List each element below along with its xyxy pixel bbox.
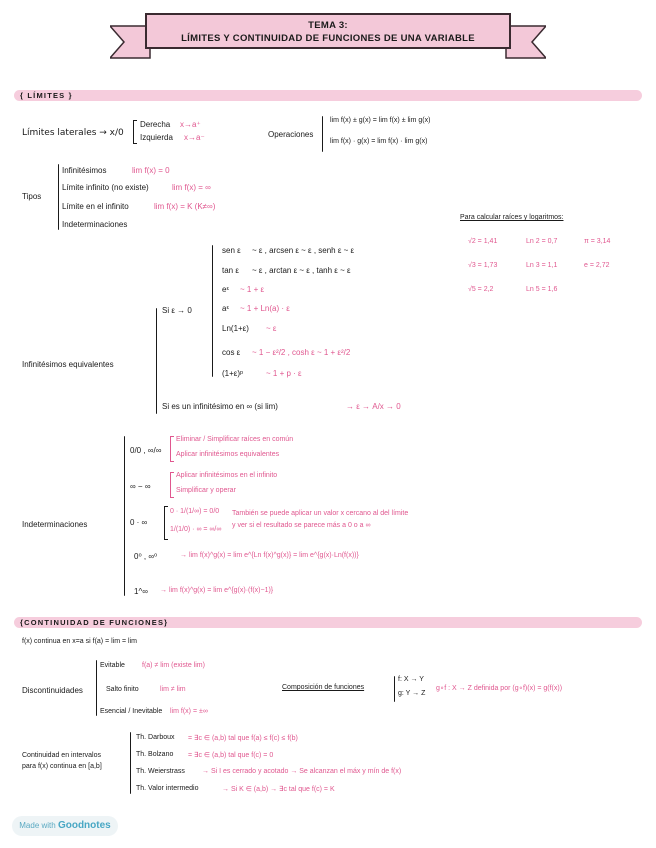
disc-item-name: Esencial / Inevitable bbox=[100, 708, 163, 715]
equiv-rhs: ~ ε , arctan ε ~ ε , tanh ε ~ ε bbox=[252, 266, 351, 275]
teorema-expr: → Si I es cerrado y acotado → Se alcanzan el máx y mín de f(x) bbox=[202, 768, 402, 775]
disc-item-expr: lim ≠ lim bbox=[160, 686, 186, 693]
composicion-expr: g∘f : X → Z definida por (g∘f)(x) = g(f(x)) bbox=[436, 685, 563, 692]
raiz-value: √3 = 1,73 bbox=[468, 262, 498, 269]
discontinuidades-label: Discontinuidades bbox=[22, 686, 83, 695]
section-bar-limites bbox=[14, 90, 642, 101]
tipos-item-name: Indeterminaciones bbox=[62, 220, 128, 229]
const-value: e = 2,72 bbox=[584, 262, 610, 269]
indet-rhs-1: 0 · 1/(1/∞) = 0/0 bbox=[170, 508, 220, 515]
equiv-rhs: ~ ε bbox=[266, 324, 277, 333]
izquierda-value: x→a⁻ bbox=[184, 133, 205, 142]
indet-lhs: 0 · ∞ bbox=[130, 518, 148, 527]
goodnotes-badge[interactable] bbox=[12, 816, 118, 836]
equiv-lhs: aᵋ bbox=[222, 304, 229, 313]
log-value: Ln 3 = 1,1 bbox=[526, 262, 558, 269]
bracket bbox=[164, 506, 168, 540]
disc-item-name: Evitable bbox=[100, 662, 125, 669]
izquierda-label: Izquierda bbox=[140, 133, 173, 142]
indet-lhs: 0/0 , ∞/∞ bbox=[130, 446, 162, 455]
tipos-item-name: Infinitésimos bbox=[62, 166, 107, 175]
indet-lhs: 0⁰ , ∞⁰ bbox=[134, 552, 158, 561]
equiv-lhs: Ln(1+ε) bbox=[222, 324, 249, 333]
brace bbox=[212, 245, 213, 377]
equiv-lhs: tan ε bbox=[222, 266, 239, 275]
raiz-value: √2 = 1,41 bbox=[468, 238, 498, 245]
raiz-value: √5 = 2,2 bbox=[468, 286, 494, 293]
equiv-rhs: ~ 1 + p · ε bbox=[266, 369, 302, 378]
continuidad-definicion: f(x) continua en x=a si f(a) = lim = lim bbox=[22, 638, 137, 645]
brace bbox=[156, 308, 157, 414]
brace bbox=[394, 676, 395, 702]
title-line-2: LÍMITES Y CONTINUIDAD DE FUNCIONES DE UNA VARIABLE bbox=[181, 33, 475, 44]
pink-bracket bbox=[170, 472, 174, 498]
equiv-lhs: (1+ε)ᵖ bbox=[222, 369, 244, 378]
equiv-lhs: eᵋ bbox=[222, 285, 229, 294]
made-with-text: Made with bbox=[19, 821, 56, 830]
page-title bbox=[145, 13, 511, 49]
brace bbox=[322, 116, 323, 152]
tipos-item-expr: lim f(x) = 0 bbox=[132, 166, 170, 175]
indet-rhs-2: Aplicar infinitésimos equivalentes bbox=[176, 451, 280, 458]
teorema-name: Th. Bolzano bbox=[136, 751, 174, 758]
indet-rhs-1: Aplicar infinitésimos en el infinito bbox=[176, 472, 278, 479]
log-value: Ln 2 = 0,7 bbox=[526, 238, 558, 245]
tipos-item-expr: lim f(x) = ∞ bbox=[172, 183, 211, 192]
const-value: π = 3,14 bbox=[584, 238, 611, 245]
tipos-item-expr: lim f(x) = K (K≠∞) bbox=[154, 202, 216, 211]
composicion-g: g: Y → Z bbox=[398, 690, 426, 697]
section-title-continuidad: {CONTINUIDAD DE FUNCIONES} bbox=[20, 618, 169, 627]
operaciones-item-2: lim f(x) · g(x) = lim f(x) · lim g(x) bbox=[330, 138, 428, 145]
teorema-name: Th. Darboux bbox=[136, 734, 175, 741]
indet-rhs-1: → lim f(x)^g(x) = lim e^{g(x)·(f(x)−1)} bbox=[160, 587, 274, 594]
pink-bracket bbox=[170, 436, 174, 462]
infinito-suffix: → ε → A/x → 0 bbox=[346, 402, 401, 411]
title-line-1: TEMA 3: bbox=[308, 20, 348, 31]
indet-lhs: ∞ − ∞ bbox=[130, 482, 151, 491]
tipos-item-name: Límite infinito (no existe) bbox=[62, 183, 149, 192]
disc-item-name: Salto finito bbox=[106, 686, 139, 693]
teorema-expr: = ∃c ∈ (a,b) tal que f(c) = 0 bbox=[188, 752, 274, 759]
bracket bbox=[133, 120, 137, 144]
intervalos-label-1: Continuidad en intervalos bbox=[22, 752, 101, 759]
raices-title: Para calcular raíces y logaritmos: bbox=[460, 214, 564, 221]
si-epsilon-label: Si ε → 0 bbox=[162, 306, 192, 315]
equiv-lhs: cos ε bbox=[222, 348, 241, 357]
derecha-label: Derecha bbox=[140, 120, 171, 129]
infinitesimos-label: Infinitésimos equivalentes bbox=[22, 360, 114, 369]
brace bbox=[130, 732, 131, 794]
equiv-rhs: ~ ε , arcsen ε ~ ε , senh ε ~ ε bbox=[252, 246, 355, 255]
equiv-rhs: ~ 1 + ε bbox=[240, 285, 265, 294]
equiv-lhs: sen ε bbox=[222, 246, 241, 255]
teorema-name: Th. Valor intermedio bbox=[136, 785, 199, 792]
indet-rhs-1: → lim f(x)^g(x) = lim e^{Ln f(x)^g(x)} = lim e^{g(x)·Ln(f(x))} bbox=[180, 552, 359, 559]
derecha-value: x→a⁺ bbox=[180, 120, 201, 129]
equiv-rhs: ~ 1 − ε²/2 , cosh ε ~ 1 + ε²/2 bbox=[252, 348, 351, 357]
composicion-f: f: X → Y bbox=[398, 676, 424, 683]
disc-item-expr: f(a) ≠ lim (existe lim) bbox=[142, 662, 205, 669]
disc-item-expr: lim f(x) = ±∞ bbox=[170, 708, 208, 715]
infinito-prefix: Si es un infinitésimo en ∞ (si lim) bbox=[162, 402, 278, 411]
equiv-rhs: ~ 1 + Ln(a) · ε bbox=[240, 304, 290, 313]
teorema-expr: = ∃c ∈ (a,b) tal que f(a) ≤ f(c) ≤ f(b) bbox=[188, 735, 298, 742]
indet-nota-2: y ver si el resultado se parece más a 0 o a ∞ bbox=[232, 522, 371, 529]
operaciones-item-1: lim f(x) ± g(x) = lim f(x) ± lim g(x) bbox=[330, 117, 431, 124]
section-title-limites: { LÍMITES } bbox=[20, 91, 73, 100]
brace bbox=[124, 436, 125, 596]
indet-rhs-2: Simplificar y operar bbox=[176, 487, 236, 494]
indeterminaciones-label: Indeterminaciones bbox=[22, 520, 88, 529]
indet-lhs: 1^∞ bbox=[134, 587, 148, 596]
limites-laterales-label: Límites laterales → x/0 bbox=[22, 128, 124, 138]
intervalos-label-2: para f(x) continua en [a,b] bbox=[22, 763, 102, 770]
indet-rhs-2: 1/(1/0) · ∞ = ∞/∞ bbox=[170, 526, 222, 533]
brace bbox=[96, 660, 97, 716]
goodnotes-brand: Goodnotes bbox=[57, 820, 111, 831]
tipos-item-name: Límite en el infinito bbox=[62, 202, 129, 211]
brace bbox=[58, 164, 59, 230]
log-value: Ln 5 = 1,6 bbox=[526, 286, 558, 293]
teorema-expr: → Si K ∈ (a,b) → ∃c tal que f(c) = K bbox=[222, 786, 335, 793]
tipos-label: Tipos bbox=[22, 192, 42, 201]
indet-rhs-1: Eliminar / Simplificar raíces en común bbox=[176, 436, 294, 443]
operaciones-label: Operaciones bbox=[268, 130, 314, 139]
indet-nota-1: También se puede aplicar un valor x cercano al del límite bbox=[232, 510, 409, 517]
composicion-label: Composición de funciones bbox=[282, 684, 365, 691]
teorema-name: Th. Weierstrass bbox=[136, 768, 185, 775]
